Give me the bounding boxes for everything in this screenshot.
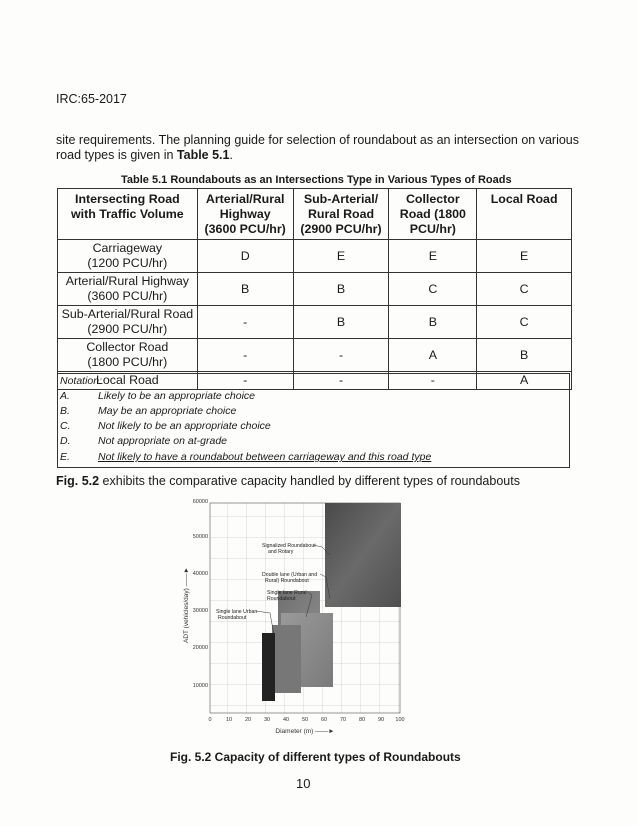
table-cell: - — [293, 372, 389, 390]
x-tick: 50 — [301, 717, 309, 723]
x-tick: 20 — [244, 717, 252, 723]
double-lane-label: Double lane (Urban and — [262, 572, 318, 578]
row-label: Arterial/Rural Highway (3600 PCU/hr) — [58, 273, 198, 306]
signalized-label: Signalized Roundabout — [262, 543, 316, 549]
single-urban-label: Roundabout — [218, 615, 247, 621]
intro-paragraph — [56, 133, 586, 163]
header-arterial: Arterial/Rural Highway (3600 PCU/hr) — [197, 189, 293, 240]
x-axis-label: Diameter (m) ——► — [275, 728, 335, 735]
table-cell: C — [477, 273, 572, 306]
table-cell: B — [197, 273, 293, 306]
x-tick: 90 — [377, 717, 385, 723]
table-cell: B — [293, 273, 389, 306]
header-intersecting-road: Intersecting Road with Traffic Volume — [58, 189, 198, 240]
table-header-row — [58, 189, 572, 240]
y-tick: 30000 — [192, 608, 208, 614]
row-label: Collector Road (1800 PCU/hr) — [58, 339, 198, 372]
y-tick: 10000 — [192, 683, 208, 689]
table-cell: B — [293, 306, 389, 339]
roundabout-table — [57, 188, 572, 390]
table-cell: - — [389, 372, 477, 390]
table-caption: Table 5.1 Roundabouts as an Intersections Type in Various Types of Roads — [121, 174, 512, 186]
x-tick: 30 — [263, 717, 271, 723]
table-cell: A — [477, 372, 572, 390]
x-tick: 40 — [282, 717, 290, 723]
page-number: 10 — [296, 776, 311, 791]
table-cell: B — [389, 306, 477, 339]
row-label: Sub-Arterial/Rural Road (2900 PCU/hr) — [58, 306, 198, 339]
single-rural-label: Roundabout — [267, 596, 296, 602]
y-tick: 60000 — [192, 499, 208, 505]
table-cell: C — [477, 306, 572, 339]
table-cell: - — [197, 372, 293, 390]
signalized-roundabout-region — [325, 503, 401, 607]
y-tick: 20000 — [192, 645, 208, 651]
header-collector: Collector Road (1800 PCU/hr) — [389, 189, 477, 240]
figure-intro: Fig. 5.2 exhibits the comparative capacity handled by different types of roundabouts — [56, 474, 520, 488]
row-label: Carriageway (1200 PCU/hr) — [58, 240, 198, 273]
table-row — [58, 240, 572, 273]
y-axis-label: ADT (vehicles/day) ——► — [183, 566, 190, 644]
table-cell: D — [197, 240, 293, 273]
table-cell: C — [389, 273, 477, 306]
x-tick: 10 — [225, 717, 233, 723]
table-cell: B — [477, 339, 572, 372]
table-cell: E — [389, 240, 477, 273]
single-urban-label: Single lane Urban — [216, 609, 258, 615]
table-ref: Table 5.1 — [176, 148, 230, 162]
y-tick: 50000 — [192, 534, 208, 540]
row-label: Local Road — [58, 372, 198, 390]
table-cell: A — [389, 339, 477, 372]
signalized-label: and Rotary — [268, 549, 294, 555]
notation-box: Notation: A. Likely to be an appropriate choice B. May be an appropriate choice C. Not likely to be an appropriate choice D. Not appropriate on at-grade E. Not likely to have a roundabout between carriageway and this road type — [57, 373, 570, 468]
x-tick: 80 — [358, 717, 366, 723]
table-cell: E — [293, 240, 389, 273]
figure-caption: Fig. 5.2 Capacity of different types of Roundabouts — [170, 750, 461, 764]
single-rural-label: Single lane Rural — [267, 590, 307, 596]
x-tick: 60 — [320, 717, 328, 723]
table-cell: E — [477, 240, 572, 273]
table-cell: - — [197, 339, 293, 372]
notation-title: Notation: — [60, 375, 103, 387]
x-tick: 0 — [208, 717, 212, 723]
capacity-chart — [170, 495, 440, 745]
x-tick: 70 — [339, 717, 347, 723]
x-tick: 100 — [395, 717, 405, 723]
intro-end: . — [229, 148, 233, 162]
table-row — [58, 339, 572, 372]
table-row — [58, 306, 572, 339]
single-lane-urban-roundabout-region — [262, 633, 275, 701]
single-lane-urban-outline-region — [272, 625, 301, 693]
table-cell: - — [293, 339, 389, 372]
table-row — [58, 273, 572, 306]
y-tick: 40000 — [192, 571, 208, 577]
header-local-road: Local Road — [477, 189, 572, 240]
double-lane-label: Rural) Roundabout — [265, 578, 309, 584]
table-cell: - — [197, 306, 293, 339]
intro-text: site requirements. The planning guide for selection of roundabout as an intersection on various road types is given in — [56, 133, 580, 162]
header-sub-arterial: Sub-Arterial/ Rural Road (2900 PCU/hr) — [293, 189, 389, 240]
document-code: IRC:65-2017 — [56, 92, 127, 106]
